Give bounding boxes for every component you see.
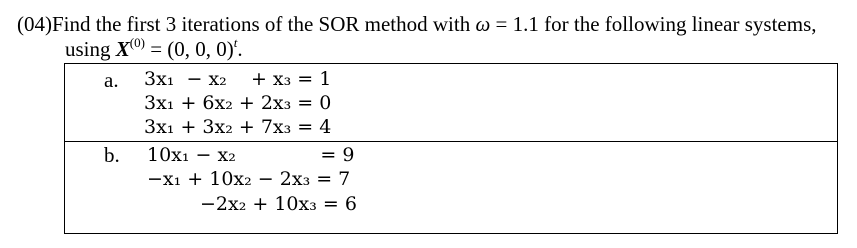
initial-vector: = (0, 0, 0) [144,37,234,61]
question-text-part: Find the first 3 iterations of the SOR method with [52,12,476,36]
question-text-part: = 1.1 for the following linear systems, [490,12,817,36]
x-superscript: (0) [129,35,145,50]
system-b-equation-2: −x₁ + 10x₂ − 2x₃ = 7 [147,168,351,190]
question-text-part: . [237,37,243,61]
system-a-equation-3: 3x₁ + 3x₂ + 7x₃ = 4 [144,116,332,138]
question-number: (04) [17,12,52,36]
x-vector-symbol: X [115,37,130,61]
system-b-label: b. [104,143,120,167]
system-b-equation-3: −2x₂ + 10x₃ = 6 [200,193,357,215]
omega-symbol: ω [475,12,491,36]
question-line-1 [17,12,817,37]
transpose-superscript: t [233,35,238,50]
question-text-part: using [65,37,116,61]
question-line-2 [17,37,817,62]
system-a-equation-2: 3x₁ + 6x₂ + 2x₃ = 0 [144,92,332,114]
system-a-equation-1: 3x₁ − x₂ + x₃ = 1 [144,68,332,90]
question-text [17,12,817,62]
system-b-equation-1: 10x₁ − x₂ = 9 [147,144,355,166]
system-a-label: a. [104,68,119,92]
